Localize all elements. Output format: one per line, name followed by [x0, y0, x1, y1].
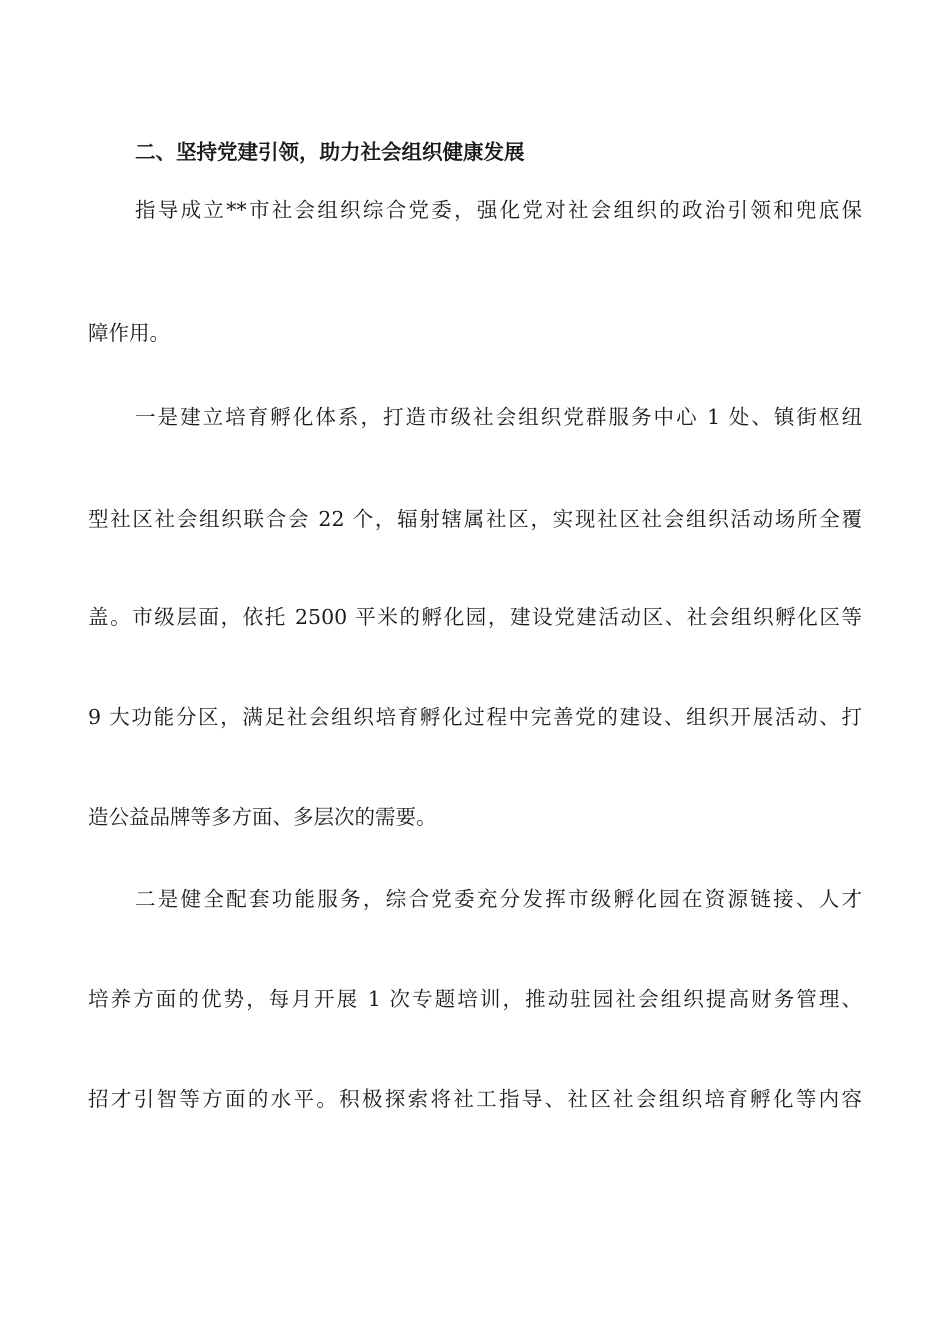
- paragraph-2-line-3: 盖。市级层面，依托 2500 平米的孵化园，建设党建活动区、社会组织孵化区等: [88, 605, 862, 629]
- paragraph-1-line-1: 指导成立**市社会组织综合党委，强化党对社会组织的政治引领和兜底保: [135, 198, 862, 222]
- paragraph-2-line-5: 造公益品牌等多方面、多层次的需要。: [88, 805, 437, 829]
- paragraph-2-line-2: 型社区社会组织联合会 22 个，辐射辖属社区，实现社区社会组织活动场所全覆: [88, 507, 862, 531]
- paragraph-1-line-2: 障作用。: [88, 321, 170, 345]
- paragraph-2-line-4: 9 大功能分区，满足社会组织培育孵化过程中完善党的建设、组织开展活动、打: [88, 705, 862, 729]
- paragraph-3-line-3: 招才引智等方面的水平。积极探索将社工指导、社区社会组织培育孵化等内容: [88, 1087, 862, 1111]
- paragraph-2-line-1: 一是建立培育孵化体系，打造市级社会组织党群服务中心 1 处、镇街枢纽: [135, 405, 862, 429]
- section-heading: 二、坚持党建引领，助力社会组织健康发展: [135, 140, 525, 164]
- paragraph-3-line-2: 培养方面的优势，每月开展 1 次专题培训，推动驻园社会组织提高财务管理、: [88, 987, 862, 1011]
- paragraph-3-line-1: 二是健全配套功能服务，综合党委充分发挥市级孵化园在资源链接、人才: [135, 887, 862, 911]
